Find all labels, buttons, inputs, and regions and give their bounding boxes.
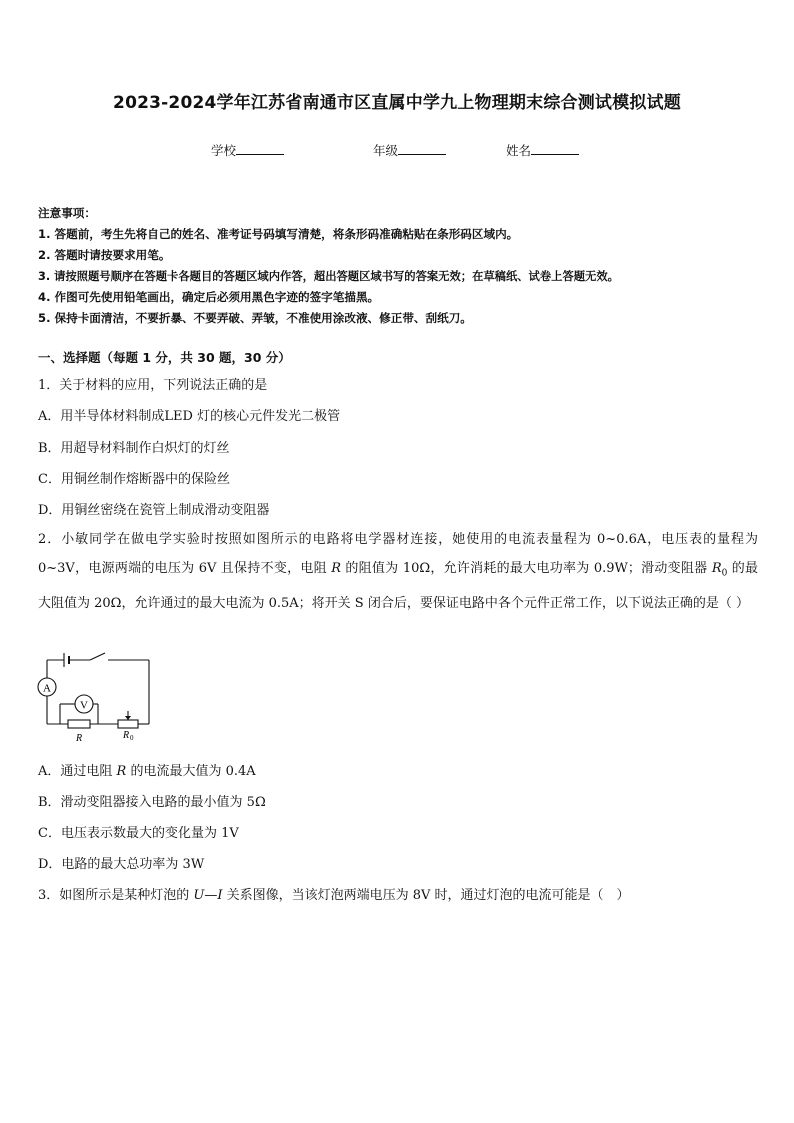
- q2-r0-subscript: 0: [721, 568, 728, 579]
- name-blank: [531, 142, 579, 155]
- q2-option-a-text: 的电流最大值为 0.4A: [126, 764, 256, 779]
- q3-stem-text: 3．如图所示是某种灯泡的: [38, 888, 194, 903]
- q1-option-a: A．用半导体材料制成LED 灯的核心元件发光二极管: [38, 409, 341, 424]
- school-blank: [236, 142, 284, 155]
- q3-stem-text: 关系图像，当该灯泡两端电压为 8V 时，通过灯泡的电流可能是（ ）: [222, 888, 630, 903]
- notes-heading: 注意事项：: [38, 206, 96, 220]
- q3-ui-symbol: U—I: [193, 888, 223, 903]
- q2-stem: [38, 525, 758, 618]
- q2-r0-symbol: R: [711, 561, 722, 576]
- notes-block: [38, 203, 619, 329]
- name-label: 姓名: [506, 143, 532, 158]
- q1-option-d: D．用铜丝密绕在瓷管上制成滑动变阻器: [38, 503, 270, 518]
- grade-label: 年级: [373, 143, 399, 158]
- q2-stem-part: 的阻值为 10Ω，允许消耗的最大电功率为 0.9W；滑动变阻器: [341, 561, 712, 576]
- q3-stem: [38, 884, 630, 903]
- resistor-label: R: [76, 733, 83, 744]
- ammeter-label: A: [43, 682, 51, 695]
- name-field: [506, 141, 579, 159]
- note-item: 4. 作图可先使用铅笔画出，确定后必须用黑色字迹的签字笔描黑。: [38, 290, 380, 304]
- q2-option-a: [38, 760, 256, 779]
- voltmeter-label: V: [80, 699, 88, 712]
- note-item: 2. 答题时请按要求用笔。: [38, 248, 171, 262]
- switch-lever: [90, 653, 105, 660]
- rheostat-symbol: [118, 720, 138, 728]
- q2-stem-part: 2．小敏同学在做电学实验时按照如图所示的电路将电学器材连接，她使用的电流表量程为 0~0.6A，电压表的量程为 0~3V，电源两端的电压为 6V 且保持不变，电阻: [38, 532, 758, 576]
- q2-option-c: C．电压表示数最大的变化量为 1V: [38, 826, 239, 841]
- section-title: 一、选择题（每题 1 分，共 30 题，30 分）: [38, 350, 291, 365]
- school-field: [211, 141, 284, 159]
- note-item: 5. 保持卡面清洁，不要折暴、不要弄破、弄皱，不准使用涂改液、修正带、刮纸刀。: [38, 311, 472, 325]
- q2-option-d: D．电路的最大总功率为 3W: [38, 857, 205, 872]
- grade-blank: [398, 142, 446, 155]
- rheostat-subscript: 0: [130, 734, 134, 742]
- q2-option-a-symbol: R: [116, 764, 127, 779]
- rheostat-label: R: [123, 730, 130, 741]
- q1-stem: 1．关于材料的应用，下列说法正确的是: [38, 378, 268, 393]
- q2-option-a-text: A．通过电阻: [38, 764, 117, 779]
- q2-stem-part: 的最大阻值为 20Ω，允许通过的最大电流为 0.5A；将开关 S 闭合后，要保证电路中各个元件正常工作，以下说法正确的是（ ）: [38, 561, 758, 611]
- exam-title: 2023-2024学年江苏省南通市区直属中学九上物理期末综合测试模拟试题: [113, 93, 681, 113]
- grade-field: [373, 141, 446, 159]
- q2-r-symbol: R: [331, 561, 342, 576]
- school-label: 学校: [211, 143, 237, 158]
- q2-option-b: B．滑动变阻器接入电路的最小值为 5Ω: [38, 795, 266, 810]
- q1-option-b: B．用超导材料制作白炽灯的灯丝: [38, 441, 230, 456]
- resistor-symbol: [68, 720, 90, 728]
- note-item: 1. 答题前，考生先将自己的姓名、准考证号码填写清楚，将条形码准确粘贴在条形码区域内。: [38, 227, 519, 241]
- rheostat-slider-tip: [125, 716, 131, 720]
- circuit-diagram: [34, 648, 156, 744]
- note-item: 3. 请按照题号顺序在答题卡各题目的答题区域内作答，超出答题区域书写的答案无效；在草稿纸、试卷上答题无效。: [38, 270, 619, 283]
- q1-option-c: C．用铜丝制作熔断器中的保险丝: [38, 472, 230, 487]
